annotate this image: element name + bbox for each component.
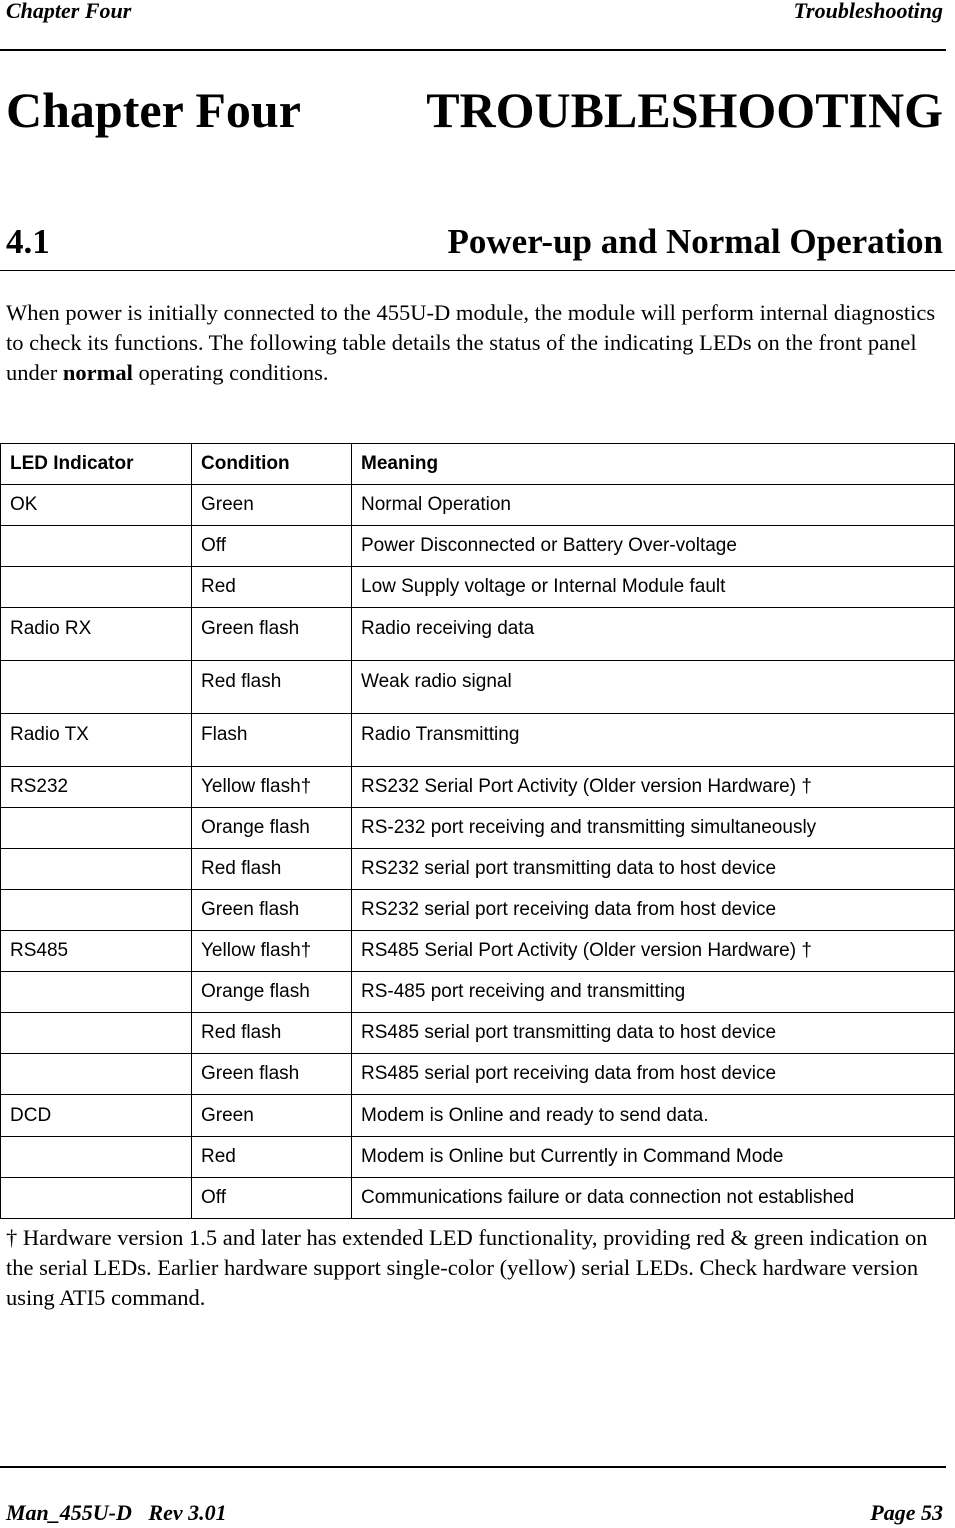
- section-title: Power-up and Normal Operation: [447, 222, 943, 261]
- table-row: [1, 808, 955, 849]
- intro-paragraph: [6, 298, 951, 388]
- cell-meaning: RS485 serial port receiving data from host device: [352, 1054, 955, 1095]
- cell-indicator: Radio TX: [1, 714, 192, 767]
- cell-meaning: RS485 serial port transmitting data to host device: [352, 1013, 955, 1054]
- table-row: [1, 1013, 955, 1054]
- cell-condition: Orange flash: [192, 808, 352, 849]
- cell-indicator: Radio RX: [1, 608, 192, 661]
- table-row: [1, 714, 955, 767]
- cell-meaning: Low Supply voltage or Internal Module fault: [352, 567, 955, 608]
- column-header-led-indicator: LED Indicator: [1, 444, 192, 485]
- running-header: [6, 0, 943, 30]
- cell-condition: Orange flash: [192, 972, 352, 1013]
- section-heading: [6, 219, 943, 265]
- cell-condition: Red: [192, 567, 352, 608]
- cell-condition: Green flash: [192, 1054, 352, 1095]
- cell-indicator: OK: [1, 485, 192, 526]
- cell-meaning: Communications failure or data connection not established: [352, 1178, 955, 1219]
- cell-indicator: RS485: [1, 931, 192, 972]
- cell-meaning: Weak radio signal: [352, 661, 955, 714]
- cell-indicator: [1, 972, 192, 1013]
- footer-rule: [0, 1466, 946, 1468]
- cell-condition: Green: [192, 485, 352, 526]
- cell-meaning: RS232 serial port receiving data from host device: [352, 890, 955, 931]
- table-row: [1, 1095, 955, 1137]
- chapter-name: TROUBLESHOOTING: [426, 82, 943, 138]
- running-header-left: Chapter Four: [6, 0, 132, 23]
- cell-indicator: [1, 1137, 192, 1178]
- cell-indicator: [1, 661, 192, 714]
- page-footer: [6, 1500, 943, 1528]
- cell-meaning: Radio receiving data: [352, 608, 955, 661]
- cell-indicator: [1, 1013, 192, 1054]
- cell-condition: Red flash: [192, 849, 352, 890]
- cell-meaning: RS232 serial port transmitting data to host device: [352, 849, 955, 890]
- chapter-title: [6, 80, 943, 140]
- cell-indicator: [1, 849, 192, 890]
- cell-meaning: Normal Operation: [352, 485, 955, 526]
- cell-meaning: RS232 Serial Port Activity (Older version Hardware) †: [352, 767, 955, 808]
- cell-condition: Yellow flash†: [192, 931, 352, 972]
- table-row: [1, 661, 955, 714]
- table-header-row: [1, 444, 955, 485]
- table-row: [1, 485, 955, 526]
- table-row: [1, 1054, 955, 1095]
- section-number: 4.1: [6, 222, 50, 261]
- page-label: Page: [870, 1500, 916, 1525]
- cell-meaning: RS-485 port receiving and transmitting: [352, 972, 955, 1013]
- table-row: [1, 526, 955, 567]
- cell-indicator: [1, 526, 192, 567]
- intro-text-after: operating conditions.: [132, 360, 329, 385]
- cell-indicator: [1, 890, 192, 931]
- cell-condition: Red flash: [192, 1013, 352, 1054]
- cell-meaning: Radio Transmitting: [352, 714, 955, 767]
- table-row: [1, 1178, 955, 1219]
- table-row: [1, 890, 955, 931]
- cell-indicator: [1, 1178, 192, 1219]
- cell-meaning: Modem is Online but Currently in Command Mode: [352, 1137, 955, 1178]
- cell-condition: Off: [192, 1178, 352, 1219]
- manual-revision: Man_455U-D Rev 3.01: [6, 1500, 227, 1525]
- cell-condition: Red: [192, 1137, 352, 1178]
- led-status-table: [0, 443, 955, 1219]
- running-header-right: Troubleshooting: [793, 0, 943, 23]
- chapter-label: Chapter Four: [6, 82, 301, 138]
- cell-condition: Off: [192, 526, 352, 567]
- cell-indicator: [1, 808, 192, 849]
- cell-indicator: [1, 567, 192, 608]
- intro-bold-word: normal: [62, 360, 133, 385]
- section-rule: [0, 270, 955, 271]
- table-row: [1, 1137, 955, 1178]
- cell-meaning: RS-232 port receiving and transmitting simultaneously: [352, 808, 955, 849]
- table-row: [1, 972, 955, 1013]
- cell-condition: Green: [192, 1095, 352, 1137]
- header-rule: [0, 49, 946, 51]
- cell-indicator: DCD: [1, 1095, 192, 1137]
- table-row: [1, 608, 955, 661]
- column-header-condition: Condition: [192, 444, 352, 485]
- cell-condition: Red flash: [192, 661, 352, 714]
- table-row: [1, 767, 955, 808]
- table-row: [1, 849, 955, 890]
- page-number: 53: [921, 1500, 943, 1525]
- cell-meaning: Modem is Online and ready to send data.: [352, 1095, 955, 1137]
- cell-indicator: RS232: [1, 767, 192, 808]
- intro-text-before: When power is initially connected to the 455U-D module, the module will perform internal diagnostics to check its functions. The following table details the status of the indicating LEDs on the front panel under: [6, 300, 936, 385]
- cell-condition: Flash: [192, 714, 352, 767]
- cell-condition: Green flash: [192, 890, 352, 931]
- page-indicator: [870, 1500, 943, 1526]
- cell-meaning: RS485 Serial Port Activity (Older version Hardware) †: [352, 931, 955, 972]
- cell-condition: Green flash: [192, 608, 352, 661]
- column-header-meaning: Meaning: [352, 444, 955, 485]
- cell-meaning: Power Disconnected or Battery Over-voltage: [352, 526, 955, 567]
- cell-indicator: [1, 1054, 192, 1095]
- footnote: † Hardware version 1.5 and later has extended LED functionality, providing red & green indication on the serial LEDs. Earlier hardware support single-color (yellow) serial LEDs. Check hardware version using ATI5 command.: [6, 1225, 928, 1310]
- table-row: [1, 931, 955, 972]
- cell-condition: Yellow flash†: [192, 767, 352, 808]
- table-row: [1, 567, 955, 608]
